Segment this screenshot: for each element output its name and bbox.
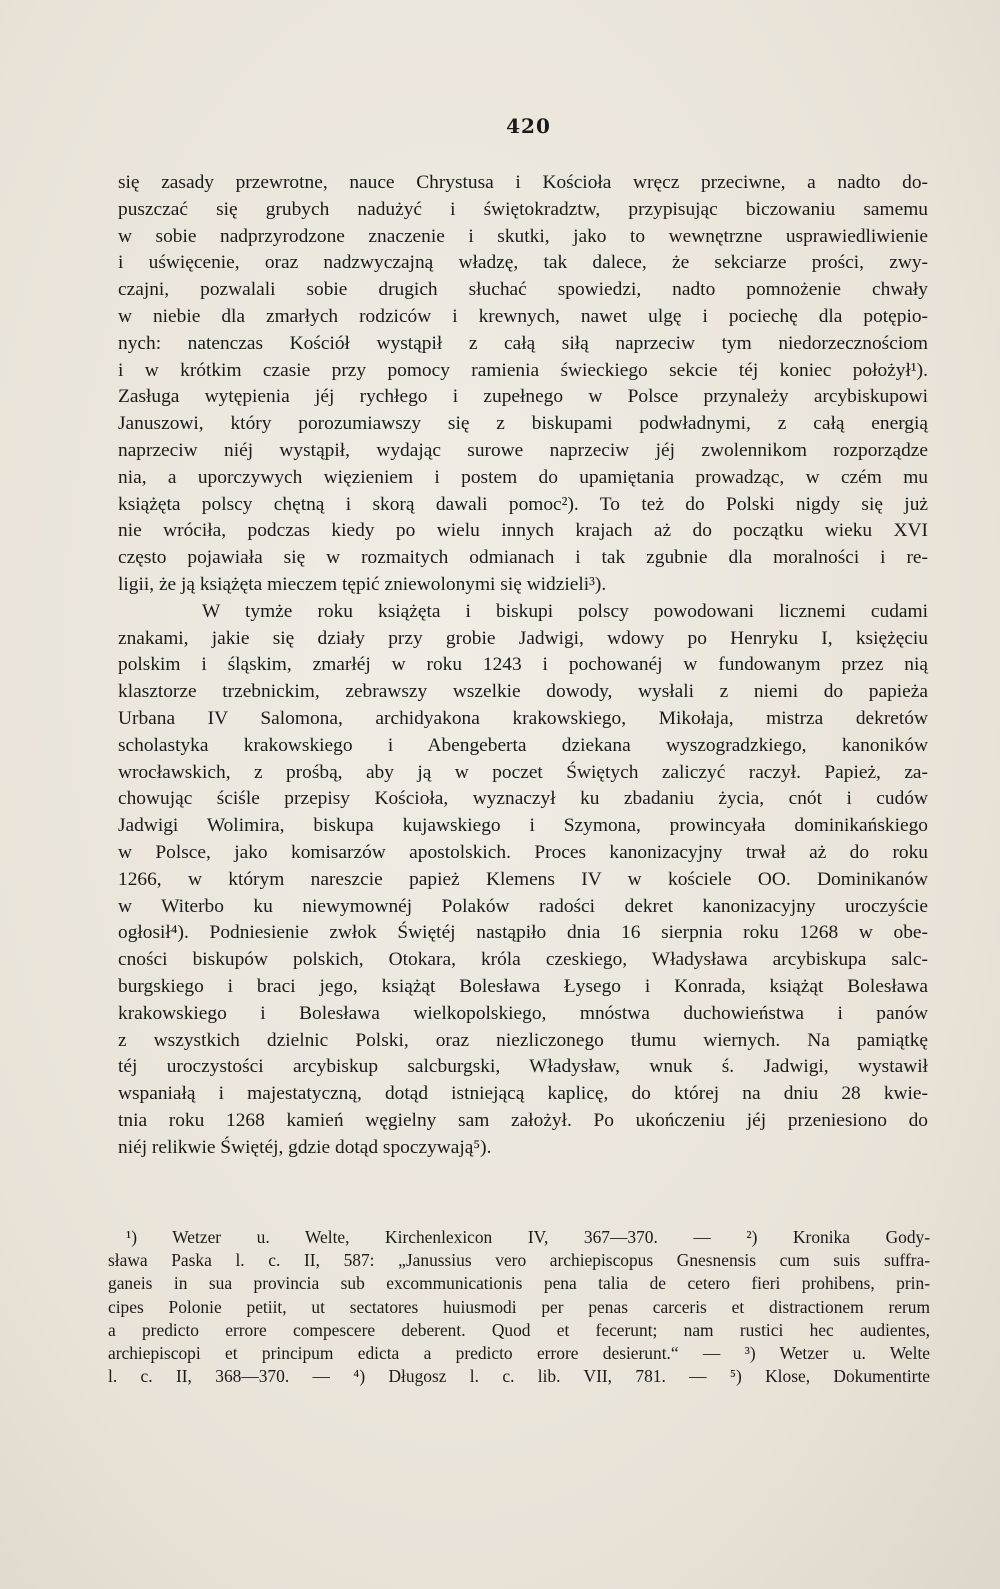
text-line: nia, a uporczywych więzieniem i postem do upamiętania prowadząc, w czém mu (118, 466, 928, 488)
text-line: ogłosił⁴). Podniesienie zwłok Świętéj nastąpiło dnia 16 sierpnia roku 1268 w obe- (118, 922, 928, 944)
text-line: Jadwigi Wolimira, biskupa kujawskiego i Szymona, prowincyała dominikańskiego (118, 815, 928, 837)
text-line: i uświęcenie, oraz nadzwyczajną władzę, tak dalece, że sekciarze prości, zwy- (118, 252, 928, 274)
footnote-line: ganeis in sua provincia sub excommunicationis pena talia de cetero fieri prohibens, prin- (108, 1273, 930, 1294)
text-line: książęta polscy chętną i skorą dawali pomoc²). To też do Polski nigdy się już (118, 493, 928, 515)
footnote-line: ¹) Wetzer u. Welte, Kirchenlexicon IV, 367—370. — ²) Kronika Gody- (126, 1227, 930, 1247)
text-line: krakowskiego i Bolesława wielkopolskiego, mnóstwa duchowieństwa i panów (118, 1002, 928, 1024)
text-line: niéj relikwie Świętéj, gdzie dotąd spoczywają⁵). (118, 1136, 492, 1158)
text-line: w sobie nadprzyrodzone znaczenie i skutki, jako to wewnętrzne usprawiedliwienie (118, 225, 928, 247)
page-number: 420 (506, 114, 551, 138)
text-line: Januszowi, który porozumiawszy się z biskupami podwładnymi, z całą energią (118, 413, 928, 435)
main-text (118, 170, 928, 1161)
paragraph-start-line: W tymże roku książęta i biskupi polscy powodowani licznemi cudami (202, 600, 928, 622)
text-line: czajni, pozwalali sobie drugich słuchać spowiedzi, nadto pomnożenie chwały (118, 279, 928, 301)
text-line: polskim i śląskim, zmarłéj w roku 1243 i pochowanéj w fundowanym przez nią (118, 654, 928, 676)
footnote-line: sława Paska l. c. II, 587: „Janussius vero archiepiscopus Gnesnensis cum suis suffra- (108, 1250, 930, 1271)
text-line: i w krótkim czasie przy pomocy ramienia świeckiego sekcie téj koniec położył¹). (118, 359, 928, 381)
footnotes (108, 1226, 930, 1388)
text-line: klasztorze trzebnickim, zebrawszy wszelkie dowody, wysłali z niemi do papieża (118, 681, 928, 703)
footnote-line: archiepiscopi et principum edicta a predicto errore desierunt.“ — ³) Wetzer u. Welte (108, 1343, 930, 1364)
footnote-line: l. c. II, 368—370. — ⁴) Długosz l. c. lib. VII, 781. — ⁵) Klose, Dokumentirte (108, 1366, 930, 1387)
text-line: Urbana IV Salomona, archidyakona krakowskiego, Mikołaja, mistrza dekretów (118, 707, 928, 729)
text-line: ligii, że ją książęta mieczem tępić zniewolonymi się widzieli³). (118, 573, 607, 595)
text-line: w Polsce, jako komisarzów apostolskich. Proces kanonizacyjny trwał aż do roku (118, 841, 928, 863)
text-line: się zasady przewrotne, nauce Chrystusa i Kościoła wręcz przeciwne, a nadto do- (118, 172, 928, 193)
footnote-line: cipes Polonie petiit, ut sectatores huiusmodi per penas carceris et distractionem rerum (108, 1296, 930, 1317)
text-line: z wszystkich dzielnic Polski, oraz niezliczonego tłumu wiernych. Na pamiątkę (118, 1029, 928, 1051)
text-line: téj uroczystości arcybiskup salcburgski, Władysław, wnuk ś. Jadwigi, wystawił (118, 1056, 928, 1078)
text-line: 1266, w którym nareszcie papież Klemens IV w kościele OO. Dominikanów (118, 868, 928, 890)
text-line: znakami, jakie się działy przy grobie Jadwigi, wdowy po Henryku I, księżęciu (118, 627, 928, 649)
text-line: naprzeciw niéj wystąpił, wydając surowe naprzeciw jéj zwolennikom rozporządze (118, 439, 928, 461)
text-line: nie wróciła, podczas kiedy po wielu innych krajach aż do początku wieku XVI (118, 520, 928, 542)
text-line: wspaniałą i majestatyczną, dotąd istniejącą kaplicę, do której na dniu 28 kwie- (118, 1083, 928, 1105)
text-line: w niebie dla zmarłych rodziców i krewnych, nawet ulgę i pociechę dla potępio- (118, 305, 928, 327)
footnote-line: a predicto errore compescere deberent. Quod et fecerunt; nam rustici hec audientes, (108, 1319, 930, 1340)
text-line: nych: natenczas Kościół wystąpił z całą siłą naprzeciw tym niedorzecznościom (118, 332, 928, 354)
text-line: burgskiego i braci jego, książąt Bolesława Łysego i Konrada, książąt Bolesława (118, 975, 928, 997)
text-line: Zasługa wytępienia jéj rychłego i zupełnego w Polsce przynależy arcybiskupowi (118, 386, 928, 408)
text-line: scholastyka krakowskiego i Abengeberta dziekana wyszogradzkiego, kanoników (118, 734, 928, 756)
text-line: wrocławskich, z prośbą, aby ją w poczet Świętych zaliczyć raczył. Papież, za- (118, 761, 928, 783)
text-line: często pojawiała się w rozmaitych odmianach i tak zgubnie dla moralności i re- (118, 547, 928, 569)
text-line: tnia roku 1268 kamień węgielny sam założył. Po ukończeniu jéj przeniesiono do (118, 1109, 928, 1131)
text-line: puszczać się grubych nadużyć i świętokradztw, przypisując biczowaniu samemu (118, 198, 928, 220)
text-line: cności biskupów polskich, Otokara, króla czeskiego, Władysława arcybiskupa salc- (118, 949, 928, 971)
text-line: chowując ściśle przepisy Kościoła, wyznaczył ku zbadaniu życia, cnót i cudów (118, 788, 928, 810)
text-line: w Witerbo ku niewymownéj Polaków radości dekret kanonizacyjny uroczyście (118, 895, 928, 917)
